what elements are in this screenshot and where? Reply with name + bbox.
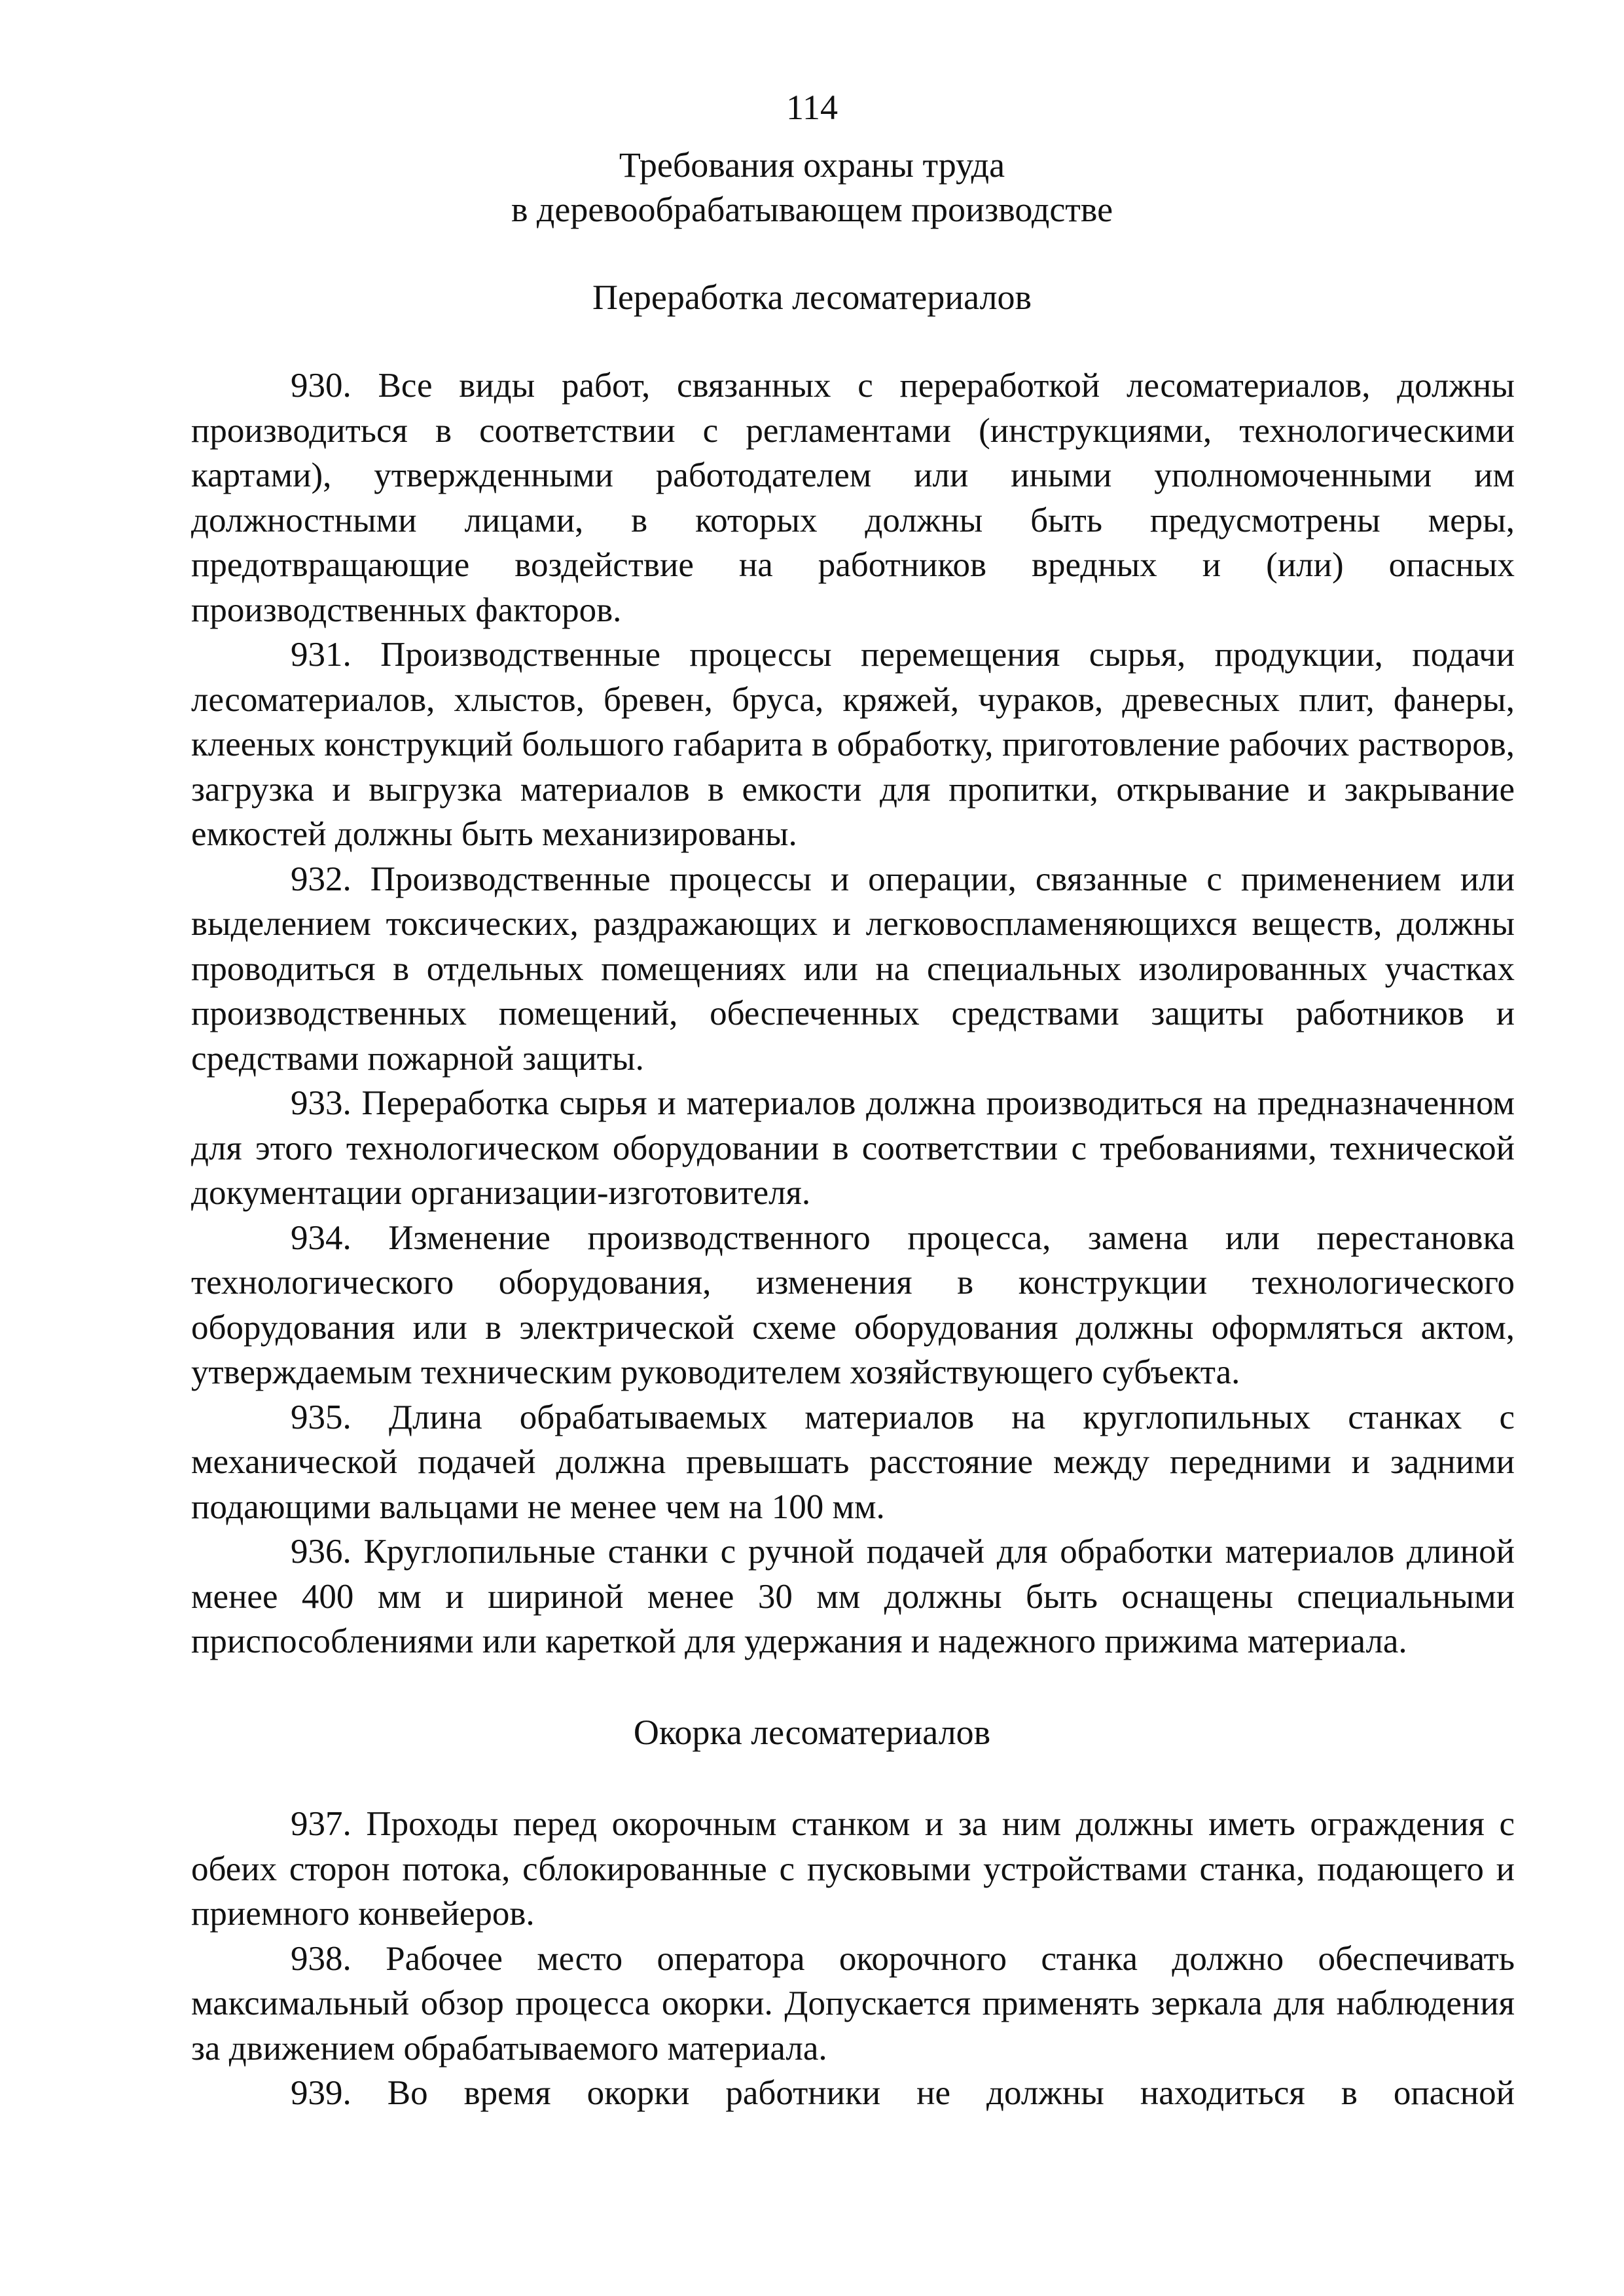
paragraph-number: 933. [291, 1084, 352, 1122]
paragraph-text: Изменение производственного процесса, замена или перестановка технологического оборудования, изменения в конструкции технологического оборудования или в электрической схеме оборудования должны оформляться актом, утверждаемым техническим руководителем хозяйствующего субъекта. [191, 1218, 1515, 1391]
paragraph-text: Круглопильные станки с ручной подачей для обработки материалов длиной менее 400 мм и шириной менее 30 мм должны быть оснащены специальными приспособлениями или кареткой для удержания и надежного прижима материала. [191, 1533, 1515, 1660]
paragraph-number: 937. [291, 1805, 352, 1843]
paragraph-text: Во время окорки работники не должны находиться в опасной [387, 2074, 1515, 2112]
paragraph-934 [191, 1216, 1515, 1395]
paragraph-932 [191, 857, 1515, 1082]
section-title-processing: Переработка лесоматериалов [592, 278, 1032, 317]
paragraph-number: 934. [291, 1218, 352, 1257]
paragraph-text: Рабочее место оператора окорочного станка должно обеспечивать максимальный обзор процесса окорки. Допускается применять зеркала для наблюдения за движением обрабатываемого материала. [191, 1939, 1515, 2068]
paragraph-number: 938. [291, 1939, 352, 1978]
paragraph-number: 932. [291, 860, 352, 898]
paragraph-text: Производственные процессы и операции, связанные с применением или выделением токсических, раздражающих и легковоспламеняющихся веществ, должны проводиться в отдельных помещениях или на специальных изолированных участках производственных помещений, обеспеченных средствами защиты работников и средствами пожарной защиты. [191, 860, 1515, 1078]
paragraph-938 [191, 1937, 1515, 2071]
paragraph-text: Переработка сырья и материалов должна производиться на предназначенном для этого технологическом оборудовании в соответствии с требованиями, технической документации организации-изготовителя. [191, 1084, 1515, 1212]
paragraph-930 [191, 363, 1515, 632]
section-title-debarking: Окорка лесоматериалов [633, 1713, 991, 1752]
paragraph-text: Длина обрабатываемых материалов на круглопильных станках с механической подачей должна превышать расстояние между передними и задними подающими вальцами не менее чем на 100 мм. [191, 1398, 1515, 1526]
paragraph-931 [191, 632, 1515, 857]
document-header [0, 143, 1624, 232]
paragraph-935 [191, 1395, 1515, 1530]
paragraph-text: Проходы перед окорочным станком и за ним должны иметь ограждения с обеих сторон потока, сблокированные с пусковыми устройствами станка, подающего и приемного конвейеров. [191, 1805, 1515, 1933]
paragraph-939 [191, 2071, 1515, 2116]
page-number: 114 [786, 88, 838, 127]
section-body-debarking [191, 1802, 1515, 2116]
paragraph-text: Все виды работ, связанных с переработкой лесоматериалов, должны производиться в соответствии с регламентами (инструкциями, технологическими картами), утвержденными работодателем или иными уполномоченными им должностными лицами, в которых должны быть предусмотрены меры, предотвращающие воздействие на работников вредных и (или) опасных производственных факторов. [191, 367, 1515, 629]
paragraph-text: Производственные процессы перемещения сырья, продукции, подачи лесоматериалов, хлыстов, бревен, бруса, кряжей, чураков, древесных плит, фанеры, клееных конструкций большого габарита в обработку, приготовление рабочих растворов, загрузка и выгрузка материалов в емкости для пропитки, открывание и закрывание емкостей должны быть механизированы. [191, 636, 1515, 853]
paragraph-number: 939. [291, 2074, 352, 2112]
paragraph-933 [191, 1081, 1515, 1216]
paragraph-937 [191, 1802, 1515, 1937]
paragraph-number: 936. [291, 1533, 352, 1571]
section-body-processing [191, 363, 1515, 1664]
paragraph-number: 931. [291, 636, 352, 674]
paragraph-number: 935. [291, 1398, 352, 1436]
paragraph-number: 930. [291, 367, 352, 405]
paragraph-936 [191, 1529, 1515, 1664]
header-line-2: в деревообрабатывающем производстве [511, 190, 1113, 229]
header-line-1: Требования охраны труда [619, 145, 1005, 185]
